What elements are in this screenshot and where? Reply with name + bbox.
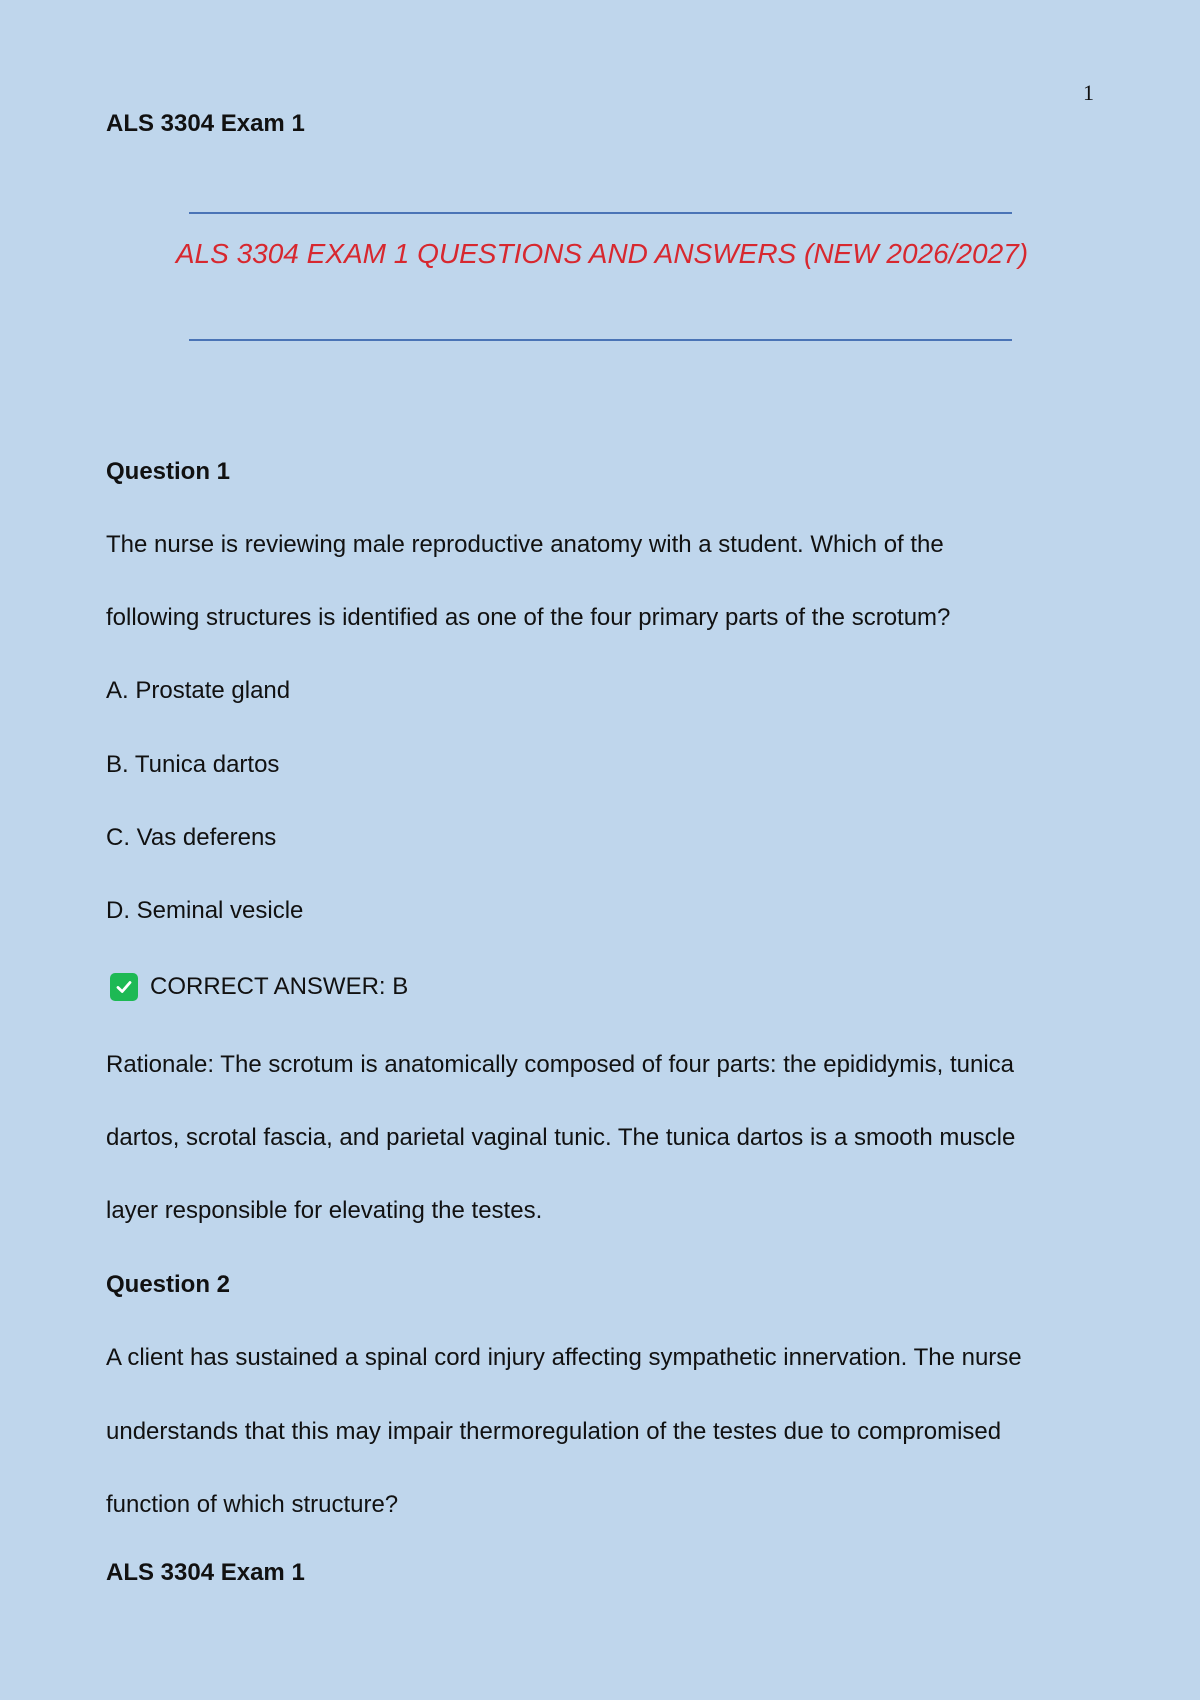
question-2-stem-line: understands that this may impair thermoregulation of the testes due to compromised: [106, 1418, 1002, 1445]
check-mark-glyph: [114, 977, 134, 997]
question-2-stem-line: A client has sustained a spinal cord injury affecting sympathetic innervation. The nurse: [106, 1344, 1022, 1371]
title-rule-bottom: [189, 339, 1012, 341]
document-title: ALS 3304 EXAM 1 QUESTIONS AND ANSWERS (NEW 2026/2027): [175, 238, 1029, 269]
question-2-stem-line: function of which structure?: [106, 1491, 399, 1518]
correct-answer: [110, 973, 408, 1001]
question-2-heading: Question 2: [106, 1271, 231, 1298]
question-1-heading: Question 1: [106, 458, 231, 485]
question-1-stem-line: following structures is identified as one of the four primary parts of the scrotum?: [106, 604, 951, 631]
page-footer: ALS 3304 Exam 1: [106, 1559, 305, 1586]
option-a: A. Prostate gland: [106, 677, 291, 704]
page-number: 1: [1083, 80, 1094, 105]
rationale-line: Rationale: The scrotum is anatomically composed of four parts: the epididymis, tunica: [106, 1051, 1014, 1078]
option-d: D. Seminal vesicle: [106, 897, 304, 924]
title-rule-top: [189, 212, 1012, 214]
correct-answer-text: CORRECT ANSWER: B: [150, 973, 409, 1000]
rationale-line: layer responsible for elevating the testes.: [106, 1197, 543, 1224]
question-1-stem-line: The nurse is reviewing male reproductive anatomy with a student. Which of the: [106, 531, 944, 558]
option-c: C. Vas deferens: [106, 824, 277, 851]
check-mark-icon: [110, 973, 138, 1001]
rationale-line: dartos, scrotal fascia, and parietal vaginal tunic. The tunica dartos is a smooth muscle: [106, 1124, 1016, 1151]
option-b: B. Tunica dartos: [106, 751, 280, 778]
page-header: ALS 3304 Exam 1: [106, 110, 305, 137]
